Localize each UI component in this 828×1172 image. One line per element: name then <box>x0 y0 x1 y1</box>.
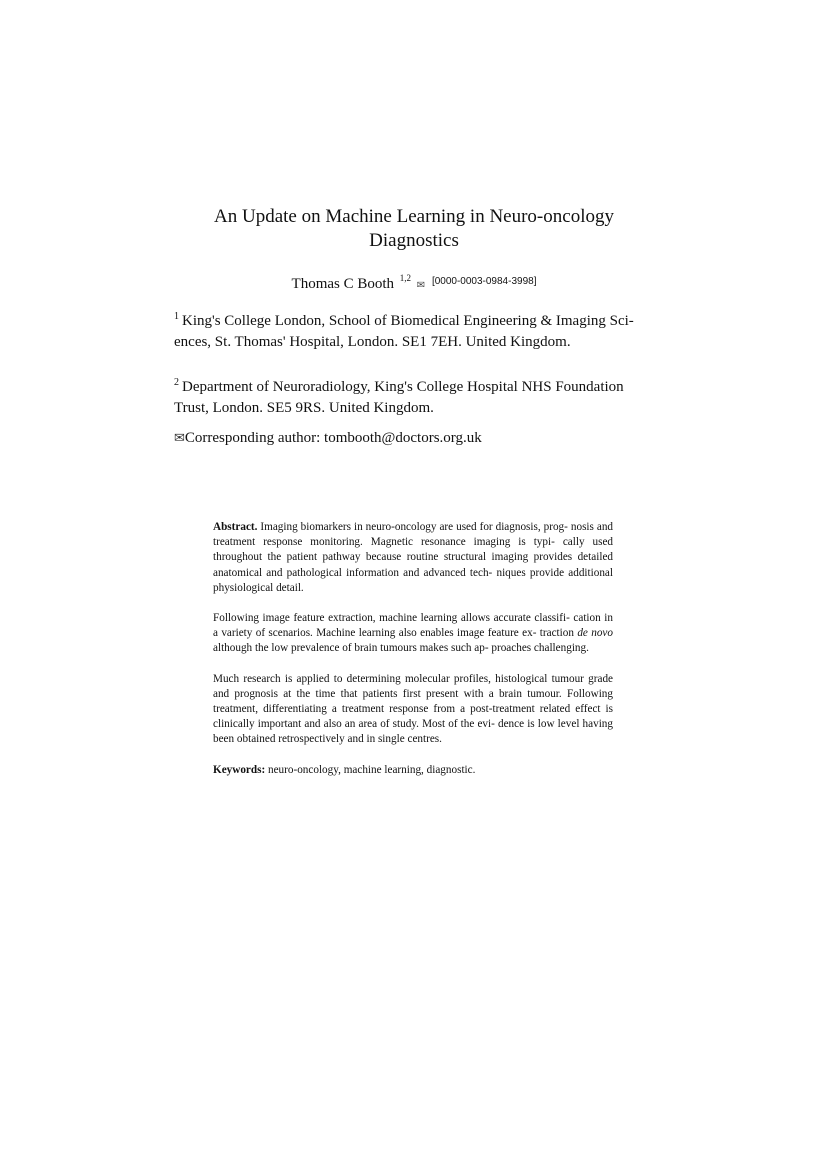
abstract-line: dence is low level having been obtained retrospectively and in single centres. <box>213 718 613 746</box>
affiliation-number: 2 <box>174 377 179 388</box>
corresponding-author <box>174 428 654 449</box>
abstract-paragraph-3 <box>213 672 613 748</box>
abstract-line: Following treatment, differentiating a treatment response from a post-treatment <box>213 687 613 716</box>
abstract-paragraph-2 <box>213 611 613 657</box>
envelope-icon: ✉ <box>416 280 426 291</box>
abstract-line: related effect is clinically important and also an area of study. Most of the evi- <box>213 703 614 731</box>
affiliation-line: Department of Neuroradiology, King's College Hospital NHS Foundation <box>182 379 624 395</box>
abstract-line: nosis and treatment response monitoring. Magnetic resonance imaging is typi- <box>213 521 614 549</box>
abstract-line: proaches challenging. <box>491 642 589 655</box>
abstract-block <box>213 520 613 793</box>
affiliation-line: Trust, London. SE5 9RS. United Kingdom. <box>174 400 434 416</box>
corresponding-author-text: Corresponding author: tombooth@doctors.org.uk <box>184 430 482 446</box>
keywords-label: Keywords: <box>213 763 266 776</box>
author-name: Thomas C Booth <box>291 276 395 292</box>
author-superscript: 1,2 <box>399 273 412 283</box>
affiliation-line: ences, St. Thomas' Hospital, London. SE1 7EH. United Kingdom. <box>174 334 571 350</box>
italic-term: de novo <box>577 627 613 640</box>
abstract-line: although the low prevalence of brain tumours makes such ap- <box>213 642 489 655</box>
abstract-line: provides detailed anatomical and pathological information and advanced tech- <box>213 551 613 579</box>
affiliation-number: 1 <box>174 311 179 322</box>
affiliation-1 <box>174 306 654 353</box>
abstract-line: cally used throughout the patient pathway because routine structural imaging <box>213 536 614 564</box>
abstract-line: Imaging biomarkers in neuro-oncology are used for diagnosis, prog- <box>257 521 568 533</box>
affiliation-2 <box>174 372 654 419</box>
abstract-line: traction <box>539 627 578 640</box>
abstract-line: cation in a variety of scenarios. Machine learning also enables image feature ex- <box>213 612 613 640</box>
title-line-2: Diagnostics <box>369 230 459 251</box>
abstract-paragraph-1 <box>213 520 613 596</box>
abstract-line: grade and prognosis at the time that patients first present with a brain tumour. <box>213 672 614 700</box>
title-line-1: An Update on Machine Learning in Neuro-oncology <box>214 206 614 227</box>
affiliation-line: King's College London, School of Biomedical Engineering & Imaging Sci- <box>182 313 634 329</box>
keywords-text: neuro-oncology, machine learning, diagnostic. <box>265 763 476 776</box>
abstract-line: Much research is applied to determining molecular profiles, histological tumour <box>213 672 584 685</box>
author-line <box>0 268 828 296</box>
orcid-id: [0000-0003-0984-3998] <box>431 276 537 287</box>
abstract-label: Abstract. <box>213 521 258 533</box>
paper-title <box>150 205 678 253</box>
abstract-line: niques provide additional physiological detail. <box>213 566 613 594</box>
envelope-icon: ✉ <box>174 431 185 446</box>
abstract-line: Following image feature extraction, machine learning allows accurate classifi- <box>213 612 570 625</box>
keywords <box>213 763 613 778</box>
